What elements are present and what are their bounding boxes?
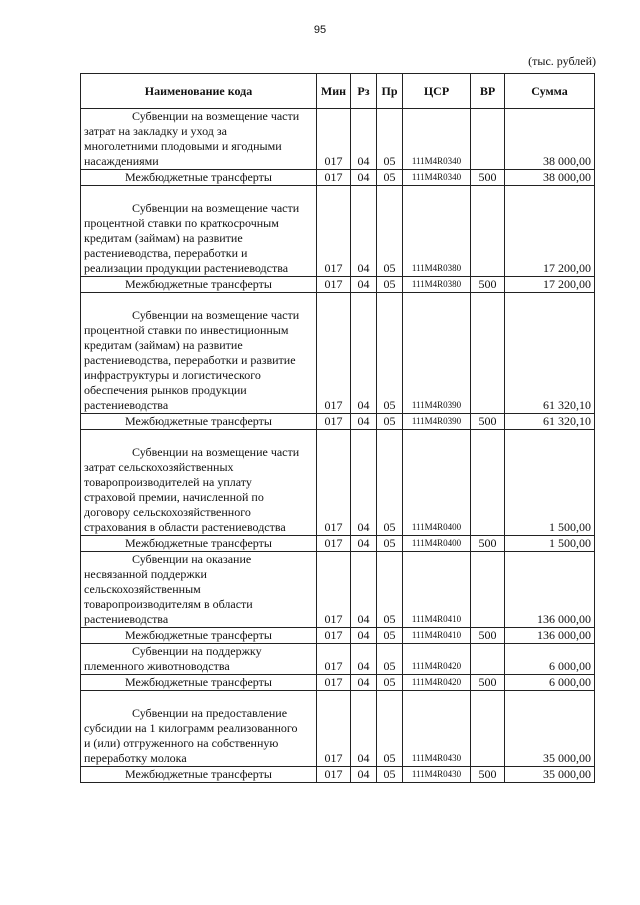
- header-csr: ЦСР: [403, 74, 471, 109]
- cell-sum: 6 000,00: [505, 675, 595, 691]
- cell-rz: 04: [351, 536, 377, 552]
- row-name-line: договору сельскохозяйственного: [84, 505, 251, 519]
- cell-pr: 05: [377, 293, 403, 414]
- row-name-line: несвязанной поддержки: [84, 567, 207, 581]
- cell-sum: 6 000,00: [505, 644, 595, 675]
- row-name-line: реализации продукции растениеводства: [84, 261, 289, 275]
- row-name: Межбюджетные трансферты: [81, 767, 317, 783]
- row-name-line: обеспечения рынков продукции: [84, 383, 247, 397]
- header-min: Мин: [317, 74, 351, 109]
- row-name-line: Субвенции на оказание: [132, 552, 252, 566]
- row-name: [81, 552, 317, 628]
- row-name: [81, 293, 317, 414]
- row-name-line: Субвенции на возмещение части: [132, 445, 300, 459]
- cell-min: 017: [317, 293, 351, 414]
- cell-sum: 38 000,00: [505, 170, 595, 186]
- row-name-line: товаропроизводителям в области: [84, 597, 253, 611]
- row-name-line: кредитам (займам) на развитие: [84, 231, 243, 245]
- cell-sum: 136 000,00: [505, 552, 595, 628]
- cell-rz: 04: [351, 552, 377, 628]
- row-name-line: сельскохозяйственным: [84, 582, 201, 596]
- row-name-line: Субвенции на предоставление: [132, 706, 288, 720]
- cell-sum: 136 000,00: [505, 628, 595, 644]
- cell-pr: 05: [377, 691, 403, 767]
- cell-rz: 04: [351, 109, 377, 170]
- cell-vr: 500: [471, 628, 505, 644]
- cell-min: 017: [317, 644, 351, 675]
- cell-min: 017: [317, 430, 351, 536]
- cell-pr: 05: [377, 644, 403, 675]
- cell-rz: 04: [351, 675, 377, 691]
- cell-vr: 500: [471, 277, 505, 293]
- cell-csr: 111M4R0380: [403, 277, 471, 293]
- cell-pr: 05: [377, 767, 403, 783]
- header-rz: Рз: [351, 74, 377, 109]
- row-name-line: растениеводства: [84, 398, 169, 412]
- table-header-row: [81, 74, 595, 109]
- cell-pr: 05: [377, 109, 403, 170]
- cell-vr: [471, 186, 505, 277]
- units-label: (тыс. рублей): [528, 54, 596, 68]
- budget-table: [80, 73, 595, 783]
- cell-rz: 04: [351, 644, 377, 675]
- header-sum: Сумма: [505, 74, 595, 109]
- row-name-line: Субвенции на поддержку: [132, 644, 262, 658]
- cell-csr: 111M4R0420: [403, 675, 471, 691]
- cell-pr: 05: [377, 675, 403, 691]
- cell-vr: [471, 293, 505, 414]
- table-row: [81, 109, 595, 170]
- cell-sum: 61 320,10: [505, 293, 595, 414]
- row-name: [81, 186, 317, 277]
- row-name-line: [84, 430, 313, 445]
- cell-csr: 111M4R0430: [403, 767, 471, 783]
- cell-pr: 05: [377, 277, 403, 293]
- cell-min: 017: [317, 552, 351, 628]
- row-name-line: многолетними плодовыми и ягодными: [84, 139, 282, 153]
- cell-min: 017: [317, 628, 351, 644]
- row-name-line: Субвенции на возмещение части: [132, 308, 300, 322]
- row-name-line: субсидии на 1 килограмм реализованного: [84, 721, 298, 735]
- cell-sum: 35 000,00: [505, 691, 595, 767]
- cell-vr: [471, 109, 505, 170]
- row-name-line: Субвенции на возмещение части: [132, 109, 300, 123]
- page-number: 95: [313, 24, 327, 36]
- cell-vr: [471, 691, 505, 767]
- cell-min: 017: [317, 767, 351, 783]
- row-name-line: [84, 691, 313, 706]
- row-name-line: процентной ставки по краткосрочным: [84, 216, 279, 230]
- cell-csr: 111M4R0390: [403, 293, 471, 414]
- cell-pr: 05: [377, 170, 403, 186]
- cell-rz: 04: [351, 430, 377, 536]
- row-name-line: [84, 293, 313, 308]
- row-name-line: инфраструктуры и логистического: [84, 368, 261, 382]
- row-name: Межбюджетные трансферты: [81, 628, 317, 644]
- row-name: Межбюджетные трансферты: [81, 277, 317, 293]
- cell-rz: 04: [351, 691, 377, 767]
- row-name-line: затрат на закладку и уход за: [84, 124, 227, 138]
- cell-pr: 05: [377, 430, 403, 536]
- table-row-transfer: [81, 767, 595, 783]
- cell-sum: 35 000,00: [505, 767, 595, 783]
- cell-rz: 04: [351, 293, 377, 414]
- table-row: [81, 186, 595, 277]
- cell-vr: 500: [471, 767, 505, 783]
- table-body: [81, 109, 595, 783]
- row-name-line: Субвенции на возмещение части: [132, 201, 300, 215]
- row-name: [81, 430, 317, 536]
- row-name-line: и (или) отгруженного на собственную: [84, 736, 279, 750]
- table-row: [81, 430, 595, 536]
- row-name-line: переработку молока: [84, 751, 187, 765]
- row-name-line: кредитам (займам) на развитие: [84, 338, 243, 352]
- cell-rz: 04: [351, 767, 377, 783]
- table-row-transfer: [81, 414, 595, 430]
- cell-sum: 17 200,00: [505, 277, 595, 293]
- cell-vr: 500: [471, 414, 505, 430]
- cell-min: 017: [317, 170, 351, 186]
- cell-pr: 05: [377, 628, 403, 644]
- table-row: [81, 293, 595, 414]
- cell-csr: 111M4R0340: [403, 109, 471, 170]
- cell-csr: 111M4R0390: [403, 414, 471, 430]
- cell-min: 017: [317, 277, 351, 293]
- cell-rz: 04: [351, 628, 377, 644]
- row-name-line: [84, 186, 313, 201]
- cell-sum: 1 500,00: [505, 536, 595, 552]
- row-name: Межбюджетные трансферты: [81, 170, 317, 186]
- row-name-line: растениеводства: [84, 612, 169, 626]
- row-name: Межбюджетные трансферты: [81, 536, 317, 552]
- row-name: [81, 644, 317, 675]
- table-row: [81, 644, 595, 675]
- cell-csr: 111M4R0410: [403, 552, 471, 628]
- table-row-transfer: [81, 675, 595, 691]
- table-row-transfer: [81, 170, 595, 186]
- cell-csr: 111M4R0380: [403, 186, 471, 277]
- cell-sum: 17 200,00: [505, 186, 595, 277]
- cell-sum: 61 320,10: [505, 414, 595, 430]
- row-name-line: насаждениями: [84, 154, 159, 168]
- cell-vr: [471, 644, 505, 675]
- row-name: Межбюджетные трансферты: [81, 675, 317, 691]
- cell-sum: 1 500,00: [505, 430, 595, 536]
- row-name-line: племенного животноводства: [84, 659, 230, 673]
- cell-rz: 04: [351, 170, 377, 186]
- row-name: [81, 691, 317, 767]
- row-name-line: страховой премии, начисленной по: [84, 490, 264, 504]
- cell-pr: 05: [377, 552, 403, 628]
- row-name: Межбюджетные трансферты: [81, 414, 317, 430]
- cell-csr: 111M4R0400: [403, 430, 471, 536]
- row-name: [81, 109, 317, 170]
- table-row: [81, 552, 595, 628]
- header-vr: ВР: [471, 74, 505, 109]
- row-name-line: затрат сельскохозяйственных: [84, 460, 234, 474]
- table-row: [81, 691, 595, 767]
- row-name-line: процентной ставки по инвестиционным: [84, 323, 289, 337]
- cell-csr: 111M4R0400: [403, 536, 471, 552]
- table-row-transfer: [81, 628, 595, 644]
- cell-min: 017: [317, 186, 351, 277]
- cell-vr: [471, 430, 505, 536]
- cell-rz: 04: [351, 186, 377, 277]
- cell-pr: 05: [377, 414, 403, 430]
- cell-min: 017: [317, 109, 351, 170]
- cell-sum: 38 000,00: [505, 109, 595, 170]
- cell-vr: [471, 552, 505, 628]
- table-row-transfer: [81, 536, 595, 552]
- cell-rz: 04: [351, 414, 377, 430]
- cell-rz: 04: [351, 277, 377, 293]
- header-pr: Пр: [377, 74, 403, 109]
- cell-csr: 111M4R0340: [403, 170, 471, 186]
- cell-csr: 111M4R0410: [403, 628, 471, 644]
- cell-min: 017: [317, 536, 351, 552]
- cell-pr: 05: [377, 536, 403, 552]
- cell-pr: 05: [377, 186, 403, 277]
- row-name-line: страхования в области растениеводства: [84, 520, 286, 534]
- cell-vr: 500: [471, 170, 505, 186]
- header-name: Наименование кода: [81, 74, 317, 109]
- cell-min: 017: [317, 691, 351, 767]
- cell-vr: 500: [471, 675, 505, 691]
- cell-min: 017: [317, 675, 351, 691]
- cell-csr: 111M4R0430: [403, 691, 471, 767]
- cell-min: 017: [317, 414, 351, 430]
- table-row-transfer: [81, 277, 595, 293]
- row-name-line: товаропроизводителей на уплату: [84, 475, 252, 489]
- cell-vr: 500: [471, 536, 505, 552]
- row-name-line: растениеводства, переработки и развитие: [84, 353, 296, 367]
- cell-csr: 111M4R0420: [403, 644, 471, 675]
- row-name-line: растениеводства, переработки и: [84, 246, 248, 260]
